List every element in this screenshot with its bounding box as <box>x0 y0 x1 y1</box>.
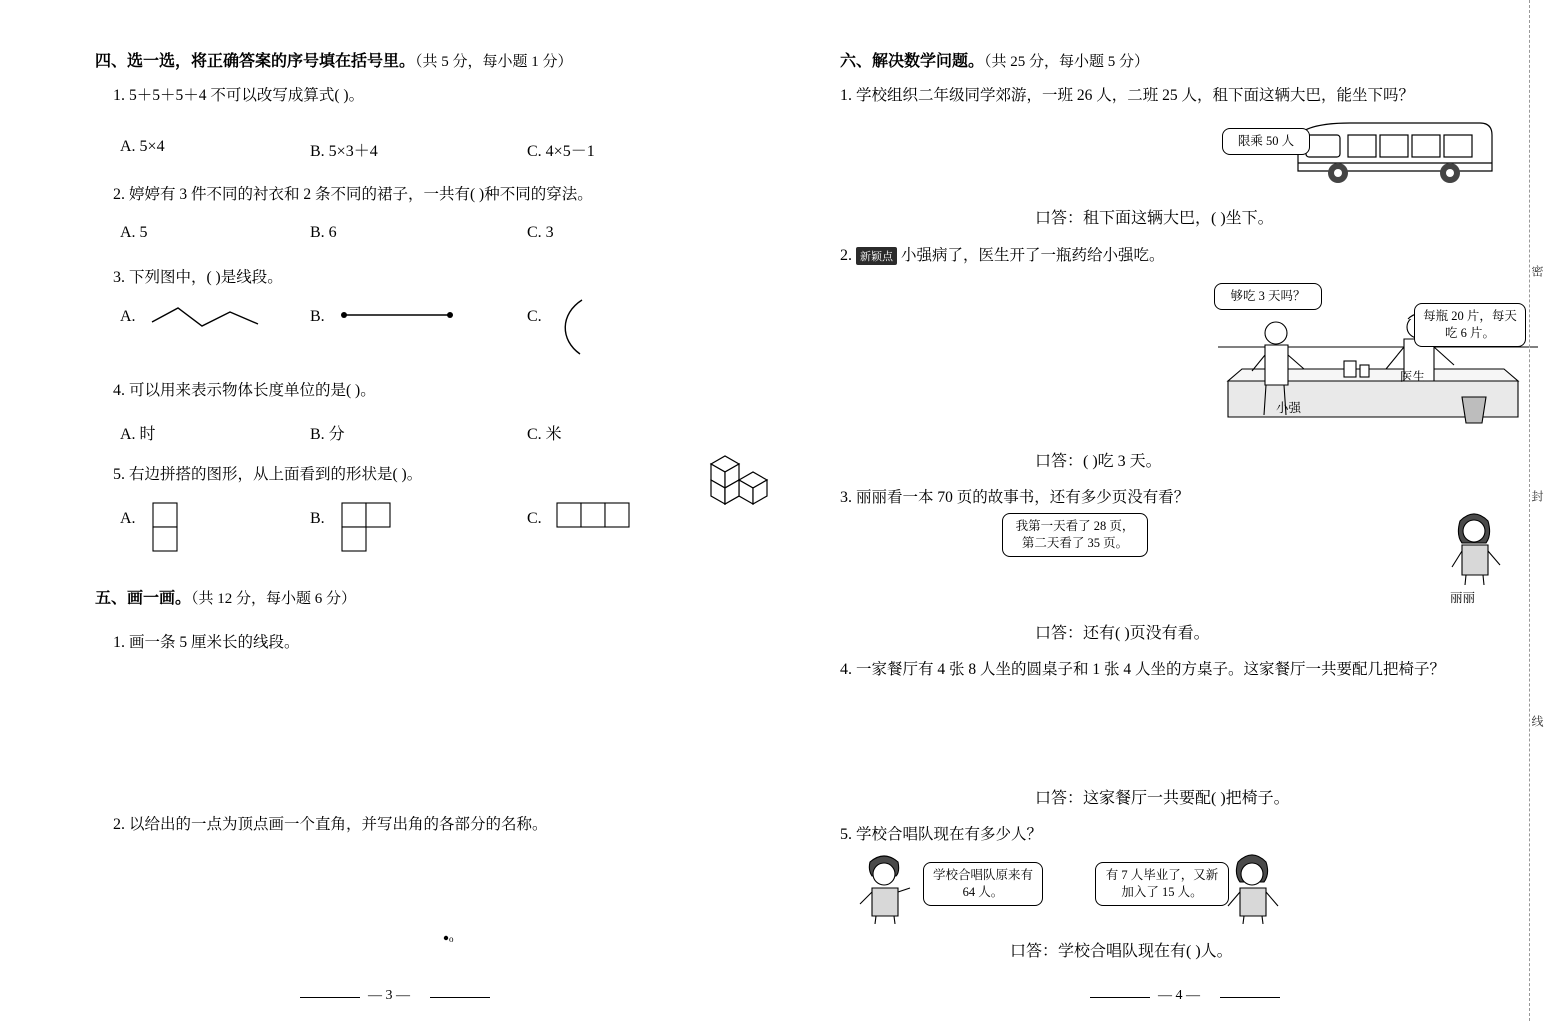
q4-3-option-a: A. <box>120 308 136 325</box>
q6-1-text: 1. 学校组织二年级同学郊游，一班 26 人，二班 25 人，租下面这辆大巴，能坐下吗？ <box>840 87 1415 104</box>
section-5-heading <box>95 585 356 608</box>
seal-text-1: 密 <box>1530 265 1544 279</box>
q6-5-text: 5. 学校合唱队现在有多少人？ <box>840 826 1043 843</box>
q6-3-text: 3. 丽丽看一本 70 页的故事书，还有多少页没有看？ <box>840 489 1190 506</box>
girl-figure-2 <box>1218 848 1288 924</box>
q6-2-answer: 口答：( )吃 3 天。 <box>1035 453 1162 470</box>
q4-4-option-a: A. 时 <box>120 426 156 443</box>
left-page-number: — 3 — <box>368 988 410 1003</box>
q6-5-bubble-left: 学校合唱队原来有 64 人。 <box>923 862 1043 906</box>
section-4-title: 四、选一选，将正确答案的序号填在括号里。 <box>95 53 416 70</box>
right-page <box>790 0 1554 1021</box>
bus-figure <box>1290 115 1500 193</box>
q5-1-text: 1. 画一条 5 厘米长的线段。 <box>113 634 300 651</box>
q4-3-option-c: C. <box>527 308 542 325</box>
shape-b-l-shape <box>341 502 421 552</box>
bus-capacity-label: 限乘 50 人 <box>1222 128 1310 155</box>
block-stack-figure <box>697 450 787 512</box>
q6-4-answer: 口答：这家餐厅一共要配( )把椅子。 <box>1035 790 1290 807</box>
q4-1-text: 1. 5＋5＋5＋4 不可以改写成算式( )。 <box>113 87 365 104</box>
arc-figure <box>552 296 602 358</box>
vertex-dot <box>440 930 458 948</box>
doctor-label: 医生 <box>1400 370 1426 384</box>
q5-2-text: 2. 以给出的一点为顶点画一个直角，并写出角的各部分的名称。 <box>113 816 548 833</box>
seal-text-2: 封 <box>1530 490 1544 504</box>
seal-text-3: 线 <box>1530 715 1544 729</box>
polyline-figure <box>150 302 260 336</box>
boy-figure-2 <box>850 848 920 924</box>
section-4-heading <box>95 48 573 71</box>
right-page-number: — 4 — <box>1158 988 1200 1003</box>
q6-3-answer: 口答：还有( )页没有看。 <box>1035 625 1210 642</box>
q4-4-option-c: C. 米 <box>527 426 562 443</box>
new-point-tag: 新颖点 <box>856 247 897 265</box>
q4-2-text: 2. 婷婷有 3 件不同的衬衣和 2 条不同的裙子，一共有( )种不同的穿法。 <box>113 186 593 203</box>
q4-2-option-b: B. 6 <box>310 224 337 241</box>
q4-5-option-c: C. <box>527 510 542 527</box>
q6-2-bubble-left: 够吃 3 天吗？ <box>1214 283 1322 310</box>
shape-a-vertical-two <box>152 502 192 552</box>
q4-2-option-c: C. 3 <box>527 224 554 241</box>
section-4-score: （共 5 分，每小题 1 分） <box>415 54 573 70</box>
page-rule-left-1 <box>300 997 360 998</box>
q4-1-option-c: C. 4×5－1 <box>527 143 595 160</box>
q4-3-text: 3. 下列图中，( )是线段。 <box>113 269 283 286</box>
q6-1-answer: 口答：租下面这辆大巴，( )坐下。 <box>1035 210 1274 227</box>
q6-3-bubble: 我第一天看了 28 页，第二天看了 35 页。 <box>1002 513 1148 557</box>
q4-4-text: 4. 可以用来表示物体长度单位的是( )。 <box>113 382 376 399</box>
q4-5-text: 5. 右边拼搭的图形，从上面看到的形状是( )。 <box>113 466 423 483</box>
q6-5-answer: 口答：学校合唱队现在有( )人。 <box>1010 943 1233 960</box>
boy-label: 小强 <box>1276 401 1302 415</box>
q4-4-option-b: B. 分 <box>310 426 345 443</box>
section-5-title: 五、画一画。 <box>95 590 192 607</box>
q6-4-text: 4. 一家餐厅有 4 张 8 人坐的圆桌子和 1 张 4 人坐的方桌子。这家餐厅一共要配几把椅子？ <box>840 661 1446 678</box>
seal-dashed-line <box>1529 0 1530 1021</box>
q4-1-option-b: B. 5×3＋4 <box>310 143 378 160</box>
segment-figure <box>338 305 456 325</box>
page-rule-right-1 <box>1090 997 1150 998</box>
q4-2-option-a: A. 5 <box>120 224 148 241</box>
q6-5-bubble-right: 有 7 人毕业了，又新加入了 15 人。 <box>1095 862 1229 906</box>
girl-figure <box>1438 505 1512 585</box>
section-6-heading <box>840 48 1149 71</box>
q4-5-option-a: A. <box>120 510 136 527</box>
q4-3-option-b: B. <box>310 308 325 325</box>
shape-c-row-three <box>556 502 636 530</box>
page-rule-right-2 <box>1220 997 1280 998</box>
q6-2-bubble-right: 每瓶 20 片，每天吃 6 片。 <box>1414 303 1526 347</box>
page-rule-left-2 <box>430 997 490 998</box>
q4-1-option-a: A. 5×4 <box>120 138 165 155</box>
section-5-score: （共 12 分，每小题 6 分） <box>191 591 357 607</box>
section-6-score: （共 25 分，每小题 5 分） <box>984 54 1150 70</box>
girl-label: 丽丽 <box>1450 591 1476 605</box>
q4-5-option-b: B. <box>310 510 325 527</box>
svg-text:o: o <box>449 934 454 944</box>
section-6-title: 六、解决数学问题。 <box>840 53 985 70</box>
q6-2-text: 2. 新颖点 小强病了，医生开了一瓶药给小强吃。 <box>840 247 1165 264</box>
